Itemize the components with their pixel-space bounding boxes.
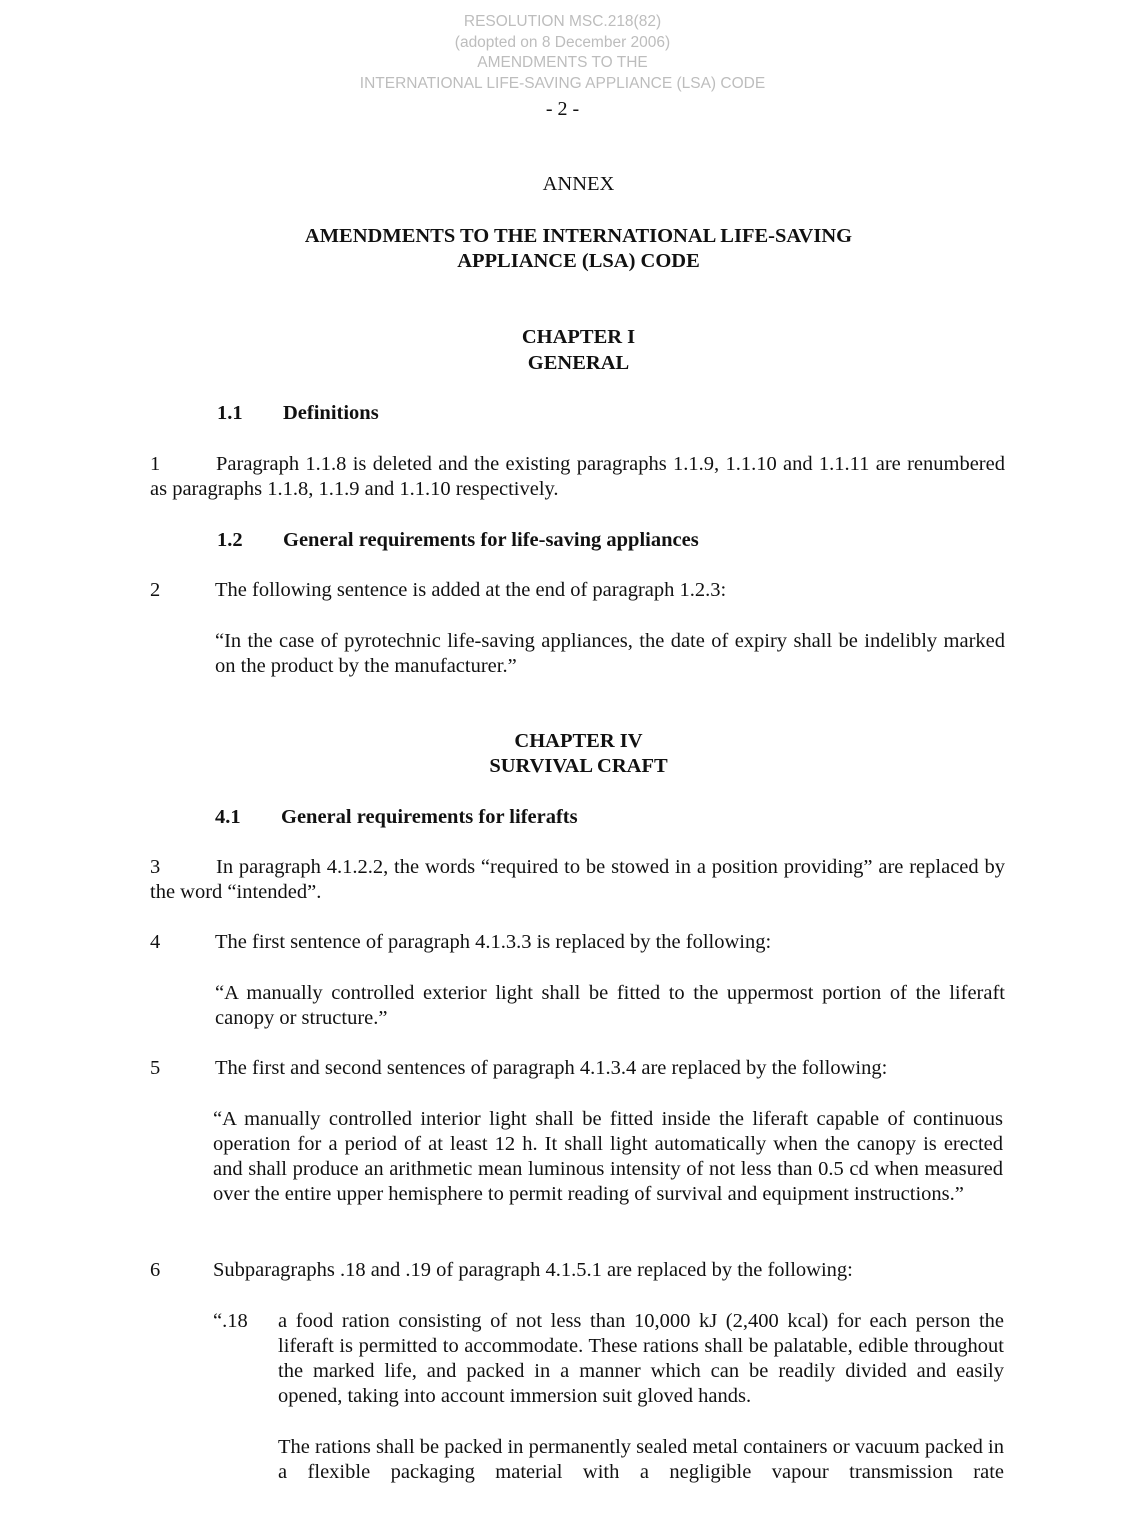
- section-number: 1.1: [217, 402, 243, 424]
- paragraph-text: Paragraph 1.1.8 is deleted and the existing paragraphs 1.1.9, 1.1.10 and 1.1.11 are renumbered as paragraphs 1.1.8, 1.1.9 and 1.1.10 respectively.: [150, 453, 1005, 500]
- paragraph-4-quote: “A manually controlled exterior light shall be fitted to the uppermost portion of the liferaft canopy or structure.”: [215, 982, 1005, 1029]
- annex-title-line2: APPLIANCE (LSA) CODE: [457, 250, 700, 272]
- section-number: 4.1: [215, 806, 241, 828]
- page-number: - 2 -: [545, 98, 580, 120]
- paragraph-3: [150, 855, 1005, 905]
- paragraph-5-text: The first and second sentences of paragraph 4.1.3.4 are replaced by the following:: [215, 1057, 888, 1079]
- header-adopted-date: (adopted on 8 December 2006): [454, 33, 671, 51]
- header-code-title: INTERNATIONAL LIFE-SAVING APPLIANCE (LSA) CODE: [359, 74, 766, 92]
- section-1-2-heading: [217, 528, 699, 553]
- section-title: General requirements for life-saving appliances: [283, 529, 699, 551]
- paragraph-text: In paragraph 4.1.2.2, the words “required to be stowed in a position providing” are replaced by the word “intended”.: [150, 856, 1005, 903]
- subparagraph-18-text: a food ration consisting of not less than 10,000 kJ (2,400 kcal) for each person the liferaft is permitted to accommodate. These rations shall be palatable, edible throughout the marked life, and packed in a manner which can be readily divided and easily opened, taking into account immersion suit gloved hands.: [278, 1310, 1004, 1407]
- paragraph-4-text: The first sentence of paragraph 4.1.3.3 is replaced by the following:: [215, 931, 772, 953]
- header-resolution: RESOLUTION MSC.218(82): [463, 13, 662, 30]
- paragraph-6-text: Subparagraphs .18 and .19 of paragraph 4.1.5.1 are replaced by the following:: [213, 1259, 853, 1281]
- paragraph-6-number: 6: [150, 1259, 161, 1281]
- subparagraph-18-number: “.18: [213, 1310, 248, 1332]
- section-title: Definitions: [283, 402, 379, 424]
- subparagraph-18-text-continued: [278, 1435, 1004, 1510]
- chapter-1-label: CHAPTER I: [521, 326, 636, 348]
- paragraph-1: [150, 452, 1005, 502]
- section-4-1-heading: [215, 805, 578, 830]
- paragraph-4-number: 4: [150, 931, 161, 953]
- chapter-4-label: CHAPTER IV: [514, 730, 643, 752]
- section-title: General requirements for liferafts: [281, 806, 578, 828]
- paragraph-number: 1: [150, 453, 161, 475]
- paragraph-2-quote: “In the case of pyrotechnic life-saving appliances, the date of expiry shall be indelibly marked on the product by the manufacturer.”: [215, 630, 1005, 677]
- annex-title-line1: AMENDMENTS TO THE INTERNATIONAL LIFE-SAVING: [304, 225, 853, 247]
- paragraph-2-text: The following sentence is added at the end of paragraph 1.2.3:: [215, 579, 727, 601]
- paragraph-number: 3: [150, 856, 161, 878]
- paragraph-5-number: 5: [150, 1057, 161, 1079]
- section-1-1-heading: [217, 401, 379, 426]
- header-amendments: AMENDMENTS TO THE: [477, 54, 648, 71]
- paragraph-5-quote: “A manually controlled interior light shall be fitted inside the liferaft capable of continuous operation for a period of at least 12 h. It shall light automatically when the canopy is erected and shall produce an arithmetic mean luminous intensity of not less than 0.5 cd when measured over the entire upper hemisphere to permit reading of survival and equipment instructions.”: [213, 1108, 1003, 1205]
- annex-label: ANNEX: [542, 173, 615, 195]
- section-number: 1.2: [217, 529, 243, 551]
- paragraph-2-number: 2: [150, 579, 161, 601]
- subparagraph-18-continued-text: The rations shall be packed in permanently sealed metal containers or vacuum packed in a flexible packaging material with a negligible vapour transmission rate: [278, 1436, 1004, 1483]
- chapter-1-name: GENERAL: [527, 352, 630, 374]
- document-header: [0, 12, 1125, 94]
- chapter-4-name: SURVIVAL CRAFT: [489, 755, 668, 777]
